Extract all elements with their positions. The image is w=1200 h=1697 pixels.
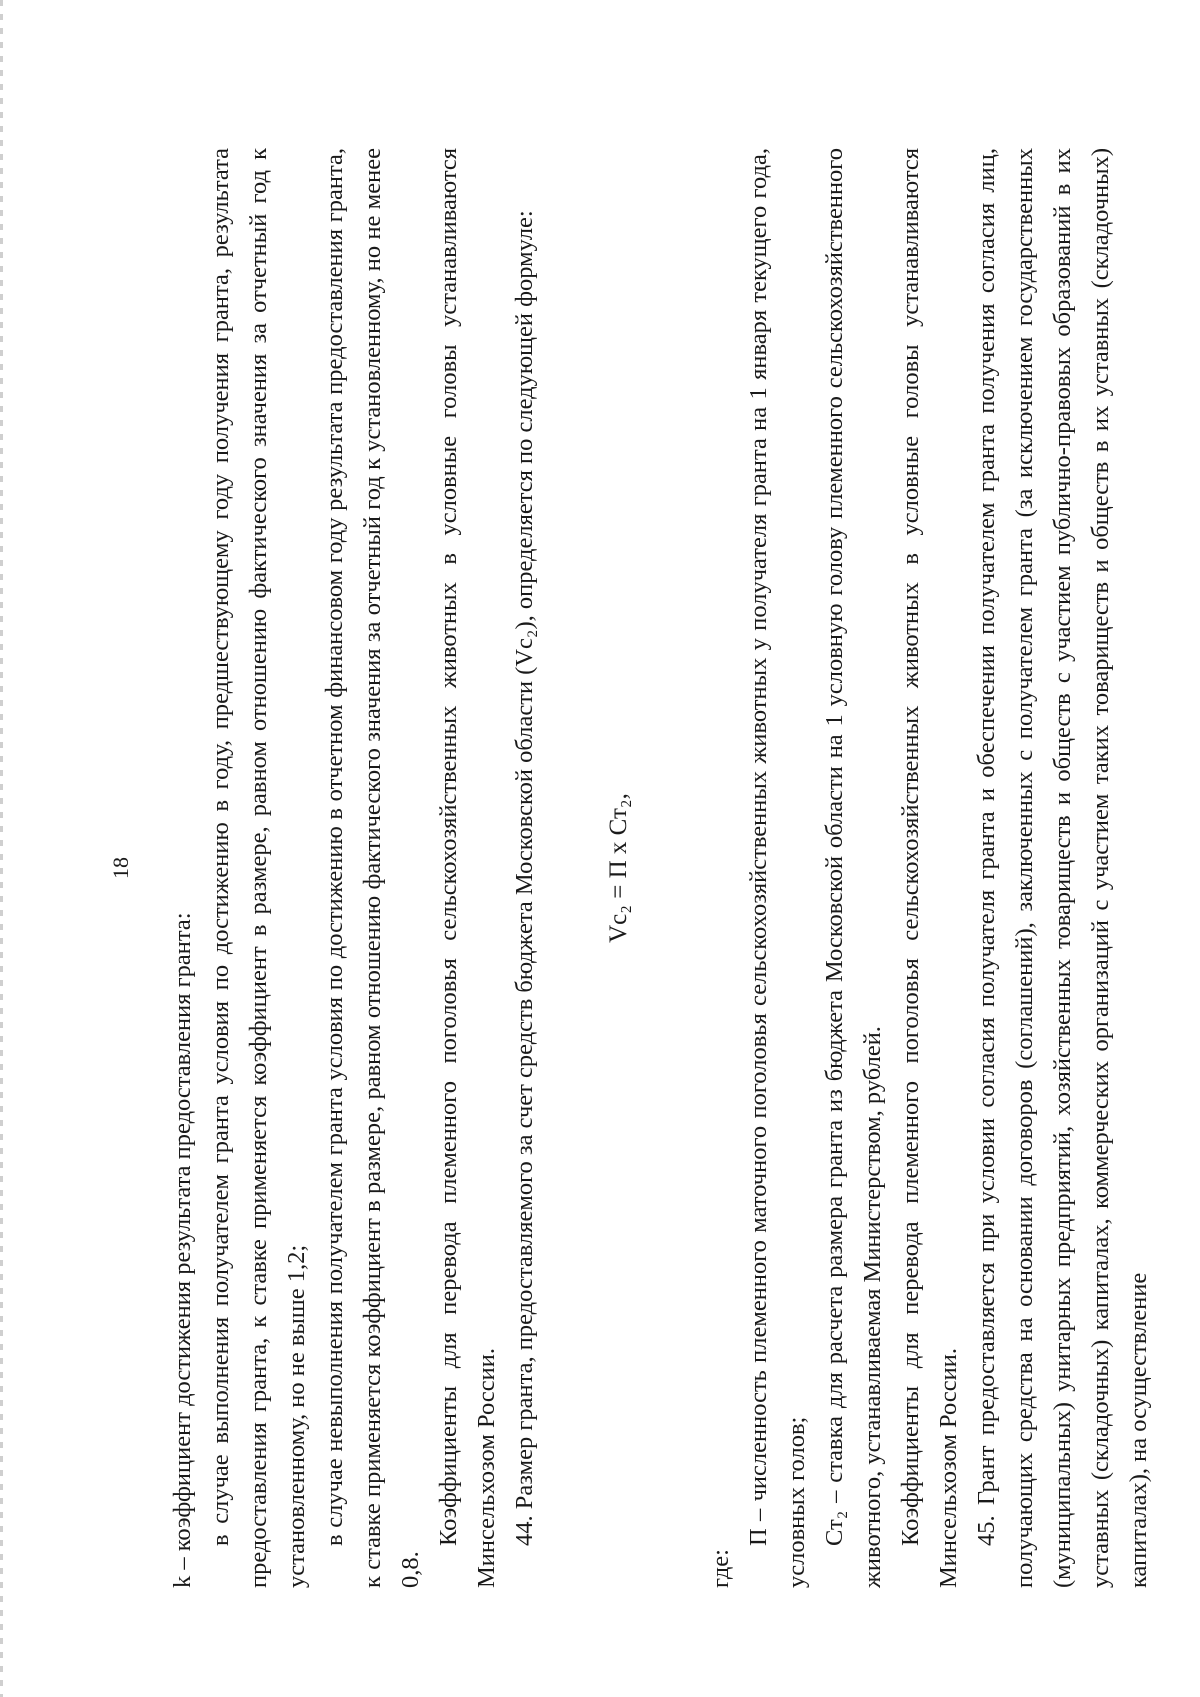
scan-edge-marks	[0, 0, 3, 1697]
definition-p: П – численность племенного маточного поголовья сельскохозяйственных животных у получателя гранта на 1 января текущего года, условных голов;	[745, 148, 810, 1588]
where-label: где:	[707, 1549, 734, 1588]
paragraph-k-coefficient: k – коэффициент достижения результата предоставления гранта:	[169, 912, 196, 1588]
paragraph-coefficients-note-2: Коэффициенты для перевода племенного поголовья сельскохозяйственных животных в условные головы устанавливаются Минсельхозом России.	[897, 148, 962, 1588]
rotated-document-page	[102, 148, 1152, 1588]
paragraph-fulfillment-case: в случае выполнения получателем гранта условия по достижению в году, предшествующему году получения гранта, результата предоставления гранта, к ставке применяется коэффициент в размере, равном отношению фактического значения за отчетный год к установленному, но не выше 1,2;	[207, 148, 310, 1588]
paragraph-44-grant-size: 44. Размер гранта, предоставляемого за счет средств бюджета Московской области (Vc₂), определяется по следующей формуле:	[511, 210, 538, 1546]
page-number: 18	[108, 857, 133, 879]
paragraph-coefficients-note: Коэффициенты для перевода племенного поголовья сельскохозяйственных животных в условные головы устанавливаются Минсельхозом России.	[435, 148, 500, 1588]
paragraph-45-consent: 45. Грант предоставляется при условии согласия получателя гранта и обеспечении получателем гранта получения согласия лиц, получающих средства на основании договоров (соглашений), заключенных с получателем гранта (за исключением государственных (муниципальных) унитарных предприятий, хозяйственных товариществ и обществ с участием публично-правовых образований в их уставных (складочных) капиталах, коммерческих организаций с участием таких товариществ и обществ в их уставных (складочных) капиталах), на осуществление	[973, 148, 1152, 1588]
grant-formula: Vc₂ = П х Ст₂,	[605, 793, 632, 943]
paragraph-nonfulfillment-case: в случае невыполнения получателем гранта условия по достижению в отчетном финансовом году результата предоставления гранта, к ставке применяется коэффициент в размере, равном отношению фактического значения за отчетный год к установленному, но не менее 0,8.	[321, 148, 424, 1588]
definition-st2: Ст₂ – ставка для расчета размера гранта из бюджета Московской области на 1 условную голову племенного сельскохозяйственного животного, устанавливаемая Министерством, рублей.	[821, 148, 886, 1588]
